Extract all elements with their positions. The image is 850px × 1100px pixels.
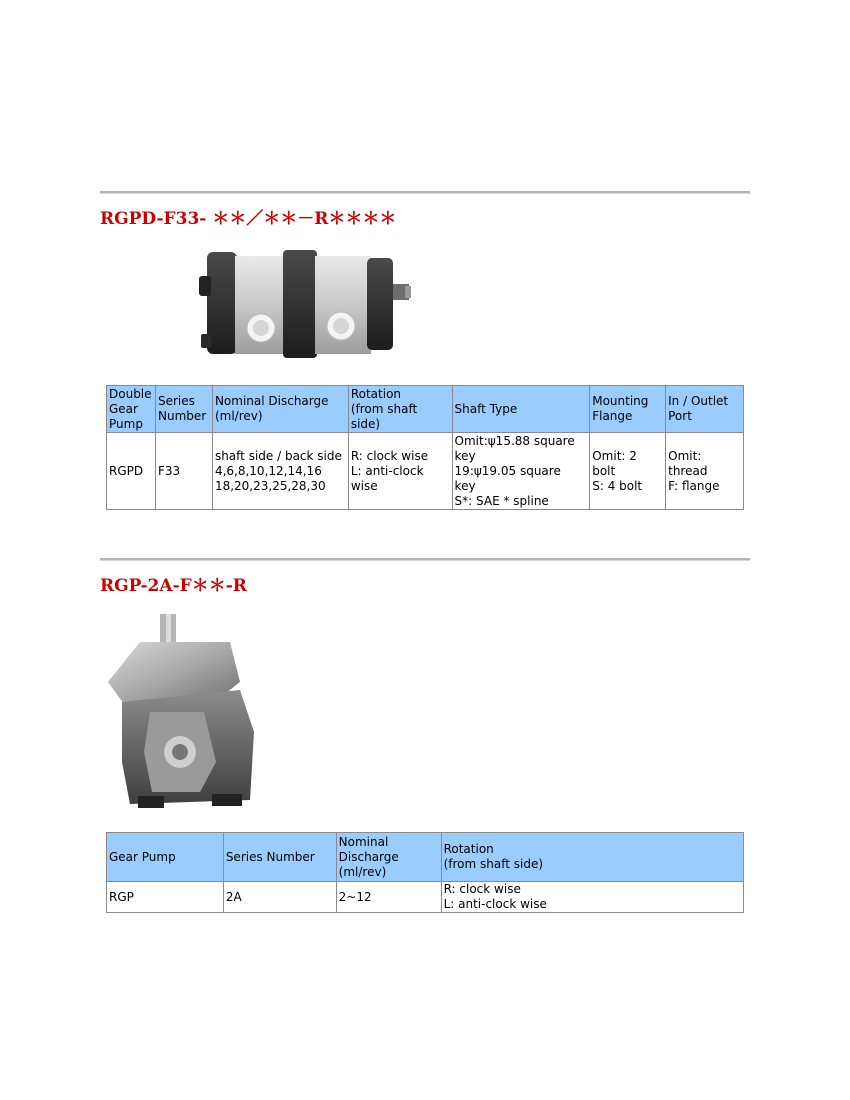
cell-shaft-type: Omit:ψ15.88 square key 19:ψ19.05 square key S*: SAE * spline [452,433,590,510]
header-in-outlet-port: In / Outlet Port [666,386,744,433]
header-series-number: Series Number [155,386,212,433]
table-row [107,882,744,913]
header-double-gear-pump: Double Gear Pump [107,386,156,433]
section-1-title: RGPD-F33- ＊＊／＊＊－R＊＊＊＊ [100,209,397,229]
cell-series: F33 [155,433,212,510]
header-gear-pump: Gear Pump [107,833,224,882]
double-gear-pump-image [195,246,415,366]
section-divider-2 [100,558,750,561]
cell-discharge: shaft side / back side 4,6,8,10,12,14,16 18,20,23,25,28,30 [212,433,348,510]
header-rotation: Rotation (from shaft side) [441,833,743,882]
rgp-spec-table [106,832,744,913]
cell-port: Omit: thread F: flange [666,433,744,510]
cell-rotation: R: clock wise L: anti-clock wise [441,882,743,913]
double-gear-pump-illustration [195,246,415,366]
section-divider-1 [100,191,750,194]
cell-discharge: 2~12 [336,882,441,913]
header-shaft-type: Shaft Type [452,386,590,433]
table-header-row [107,386,744,433]
rgpd-spec-table [106,385,744,510]
single-gear-pump-image [100,612,260,812]
cell-series: 2A [223,882,336,913]
header-nominal-discharge: Nominal Discharge (ml/rev) [336,833,441,882]
header-rotation: Rotation (from shaft side) [348,386,452,433]
single-gear-pump-illustration [100,612,260,812]
cell-pump: RGPD [107,433,156,510]
cell-rotation: R: clock wise L: anti-clock wise [348,433,452,510]
table-row [107,433,744,510]
table-header-row [107,833,744,882]
header-series-number: Series Number [223,833,336,882]
cell-mounting-flange: Omit: 2 bolt S: 4 bolt [590,433,666,510]
header-nominal-discharge: Nominal Discharge (ml/rev) [212,386,348,433]
section-2-title: RGP-2A-F＊＊-R [100,576,247,596]
cell-pump: RGP [107,882,224,913]
header-mounting-flange: Mounting Flange [590,386,666,433]
